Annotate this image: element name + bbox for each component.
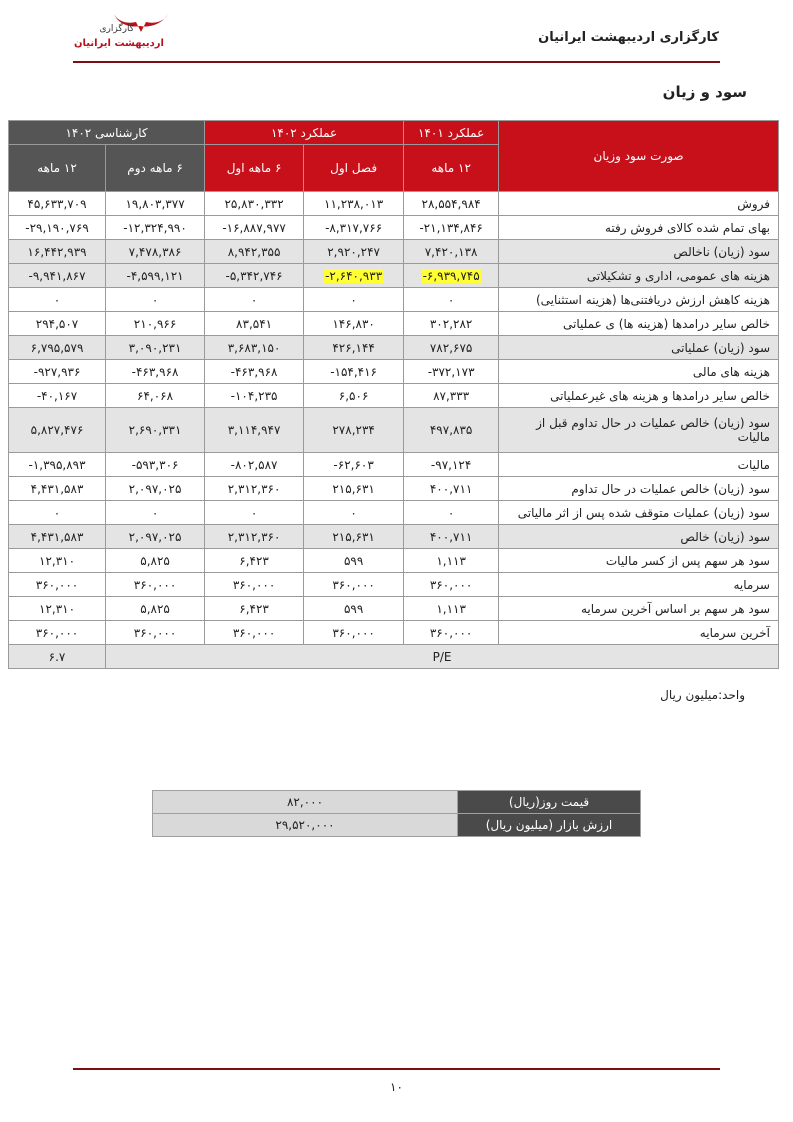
sub-header: ۱۲ ماهه <box>404 145 499 192</box>
row-label: سود (زیان) عملیات متوقف شده پس از اثر مالیاتی <box>499 501 779 525</box>
table-row <box>9 240 779 264</box>
row-value: ۲۱۵,۶۳۱ <box>304 477 404 501</box>
row-label: بهای تمام شده کالای فروش رفته <box>499 216 779 240</box>
row-label: سود (زیان) ناخالص <box>499 240 779 264</box>
row-value: ۳۶۰,۰۰۰ <box>404 621 499 645</box>
row-value: -۶۲,۶۰۳ <box>304 453 404 477</box>
group-header-1402: عملکرد ۱۴۰۲ <box>205 121 404 145</box>
market-row-price <box>153 791 641 814</box>
row-label: خالص سایر درامدها و هزینه های غیرعملیاتی <box>499 384 779 408</box>
row-label: سود هر سهم بر اساس آخرین سرمایه <box>499 597 779 621</box>
highlighted-value: -۲,۶۴۰,۹۳۳ <box>325 268 383 283</box>
row-value: -۲۹,۱۹۰,۷۶۹ <box>9 216 106 240</box>
row-label: فروش <box>499 192 779 216</box>
row-label: سود (زیان) خالص <box>499 525 779 549</box>
row-value: ۱,۱۱۳ <box>404 597 499 621</box>
highlighted-value: -۶,۹۳۹,۷۴۵ <box>422 268 480 283</box>
row-value: ۴۵,۶۳۳,۷۰۹ <box>9 192 106 216</box>
row-value: ۰ <box>9 501 106 525</box>
row-value: ۰ <box>9 288 106 312</box>
market-table <box>152 790 641 837</box>
table-row <box>9 288 779 312</box>
row-value: ۱۹,۸۰۳,۳۷۷ <box>106 192 205 216</box>
row-value: ۰ <box>205 288 304 312</box>
row-value: ۲,۰۹۷,۰۲۵ <box>106 525 205 549</box>
row-value: -۵,۳۴۲,۷۴۶ <box>205 264 304 288</box>
table-row <box>9 384 779 408</box>
group-header-forecast: کارشناسی ۱۴۰۲ <box>9 121 205 145</box>
row-value: ۳۰۲,۲۸۲ <box>404 312 499 336</box>
row-value: ۳,۱۱۴,۹۴۷ <box>205 408 304 453</box>
row-value: ۴,۴۳۱,۵۸۳ <box>9 525 106 549</box>
row-value: ۲۱۰,۹۶۶ <box>106 312 205 336</box>
row-label: هزینه های مالی <box>499 360 779 384</box>
row-value: -۸۰۲,۵۸۷ <box>205 453 304 477</box>
row-value: -۱۶,۸۸۷,۹۷۷ <box>205 216 304 240</box>
row-value: ۲,۰۹۷,۰۲۵ <box>106 477 205 501</box>
row-label: سود (زیان) خالص عملیات در حال تداوم قبل از مالیات <box>499 408 779 453</box>
row-value: ۰ <box>205 501 304 525</box>
row-value: ۵۹۹ <box>304 549 404 573</box>
sub-header: ۶ ماهه دوم <box>106 145 205 192</box>
section-title: سود و زیان <box>662 83 747 101</box>
row-value: -۱۵۴,۴۱۶ <box>304 360 404 384</box>
row-value: -۹۷,۱۲۴ <box>404 453 499 477</box>
row-value: ۵,۸۲۵ <box>106 597 205 621</box>
table-row <box>9 216 779 240</box>
row-value: ۸۳,۵۴۱ <box>205 312 304 336</box>
row-value: ۱۲,۳۱۰ <box>9 597 106 621</box>
row-value: ۴۹۷,۸۳۵ <box>404 408 499 453</box>
footer-divider <box>73 1068 720 1070</box>
logo-text-line1: کارگزاری <box>99 24 134 34</box>
row-value: ۳,۶۸۳,۱۵۰ <box>205 336 304 360</box>
row-value: ۷,۴۷۸,۳۸۶ <box>106 240 205 264</box>
row-value: -۱۲,۳۲۴,۹۹۰ <box>106 216 205 240</box>
row-value: ۰ <box>304 288 404 312</box>
pe-label: P/E <box>106 645 779 669</box>
table-row <box>9 597 779 621</box>
table-row <box>9 549 779 573</box>
row-value: -۳۷۲,۱۷۳ <box>404 360 499 384</box>
row-value: ۱,۱۱۳ <box>404 549 499 573</box>
market-cap-label: ارزش بازار (میلیون ریال) <box>458 814 641 837</box>
market-row-cap <box>153 814 641 837</box>
row-value: ۳,۰۹۰,۲۳۱ <box>106 336 205 360</box>
row-value: -۴۶۳,۹۶۸ <box>205 360 304 384</box>
pe-value: ۶.۷ <box>9 645 106 669</box>
profit-loss-table <box>8 120 779 669</box>
table-row <box>9 360 779 384</box>
row-value: ۱۴۶,۸۳۰ <box>304 312 404 336</box>
row-label: هزینه های عمومی، اداری و تشکیلاتی <box>499 264 779 288</box>
row-value: -۵۹۳,۳۰۶ <box>106 453 205 477</box>
table-group-header-row <box>9 121 779 145</box>
row-value: ۷۸۲,۶۷۵ <box>404 336 499 360</box>
group-header-1401: عملکرد ۱۴۰۱ <box>404 121 499 145</box>
row-label: خالص سایر درامدها (هزینه ها) ی عملیاتی <box>499 312 779 336</box>
row-value: -۴۰,۱۶۷ <box>9 384 106 408</box>
row-value: ۰ <box>106 288 205 312</box>
row-value: ۲۵,۸۳۰,۳۳۲ <box>205 192 304 216</box>
row-label: مالیات <box>499 453 779 477</box>
row-value: ۳۶۰,۰۰۰ <box>304 621 404 645</box>
row-value: ۶,۴۲۳ <box>205 597 304 621</box>
row-value: ۳۶۰,۰۰۰ <box>304 573 404 597</box>
row-value <box>304 264 404 288</box>
company-name: کارگزاری اردیبهشت ایرانیان <box>538 30 719 45</box>
table-row <box>9 525 779 549</box>
table-row <box>9 336 779 360</box>
table-title: صورت سود وزیان <box>499 121 779 192</box>
row-value: ۲۷۸,۲۳۴ <box>304 408 404 453</box>
table-row <box>9 477 779 501</box>
logo-text-line2: اردیبهشت ایرانیان <box>74 38 164 49</box>
row-label: آخرین سرمایه <box>499 621 779 645</box>
row-value: -۹,۹۴۱,۸۶۷ <box>9 264 106 288</box>
market-cap-value: ۲۹,۵۲۰,۰۰۰ <box>153 814 458 837</box>
header-divider <box>73 61 720 63</box>
row-value: ۳۶۰,۰۰۰ <box>106 621 205 645</box>
price-label: قیمت روز(ریال) <box>458 791 641 814</box>
row-value: -۲۱,۱۳۴,۸۴۶ <box>404 216 499 240</box>
price-value: ۸۲,۰۰۰ <box>153 791 458 814</box>
pe-row <box>9 645 779 669</box>
row-value <box>404 264 499 288</box>
row-value: ۴۲۶,۱۴۴ <box>304 336 404 360</box>
unit-note: واحد:میلیون ریال <box>660 688 745 702</box>
company-logo <box>74 12 184 56</box>
sub-header: ۶ ماهه اول <box>205 145 304 192</box>
row-value: ۲,۹۲۰,۲۴۷ <box>304 240 404 264</box>
row-value: ۲۹۴,۵۰۷ <box>9 312 106 336</box>
row-value: ۱۲,۳۱۰ <box>9 549 106 573</box>
row-value: ۰ <box>304 501 404 525</box>
row-value: ۶,۵۰۶ <box>304 384 404 408</box>
table-row <box>9 621 779 645</box>
row-value: ۲,۶۹۰,۳۳۱ <box>106 408 205 453</box>
row-value: -۸,۳۱۷,۷۶۶ <box>304 216 404 240</box>
row-value: ۵,۸۲۵ <box>106 549 205 573</box>
table-row <box>9 264 779 288</box>
row-value: ۰ <box>106 501 205 525</box>
row-value: ۳۶۰,۰۰۰ <box>9 573 106 597</box>
table-row <box>9 408 779 453</box>
row-value: ۴۰۰,۷۱۱ <box>404 525 499 549</box>
row-value: ۶,۷۹۵,۵۷۹ <box>9 336 106 360</box>
row-label: سود هر سهم پس از کسر مالیات <box>499 549 779 573</box>
row-value: ۳۶۰,۰۰۰ <box>404 573 499 597</box>
row-value: ۴۰۰,۷۱۱ <box>404 477 499 501</box>
row-value: ۵۹۹ <box>304 597 404 621</box>
row-value: ۳۶۰,۰۰۰ <box>205 573 304 597</box>
row-label: سود (زیان) عملیاتی <box>499 336 779 360</box>
row-value: ۸۷,۳۳۳ <box>404 384 499 408</box>
row-value: ۶,۴۲۳ <box>205 549 304 573</box>
table-row <box>9 312 779 336</box>
table-row <box>9 192 779 216</box>
row-value: ۲۱۵,۶۳۱ <box>304 525 404 549</box>
row-value: ۷,۴۲۰,۱۳۸ <box>404 240 499 264</box>
row-value: ۳۶۰,۰۰۰ <box>205 621 304 645</box>
row-value: -۴,۵۹۹,۱۲۱ <box>106 264 205 288</box>
row-value: ۳۶۰,۰۰۰ <box>9 621 106 645</box>
sub-header: ۱۲ ماهه <box>9 145 106 192</box>
table-row <box>9 453 779 477</box>
row-value: -۱۰۴,۲۳۵ <box>205 384 304 408</box>
row-value: -۱,۳۹۵,۸۹۳ <box>9 453 106 477</box>
row-value: ۱۶,۴۴۲,۹۳۹ <box>9 240 106 264</box>
row-value: ۲,۳۱۲,۳۶۰ <box>205 477 304 501</box>
page-number: ۱۰ <box>390 1080 403 1094</box>
row-value: ۰ <box>404 288 499 312</box>
row-value: ۴,۴۳۱,۵۸۳ <box>9 477 106 501</box>
row-value: ۱۱,۲۳۸,۰۱۳ <box>304 192 404 216</box>
row-value: ۵,۸۲۷,۴۷۶ <box>9 408 106 453</box>
row-value: ۸,۹۴۲,۳۵۵ <box>205 240 304 264</box>
row-value: ۶۴,۰۶۸ <box>106 384 205 408</box>
row-value: ۲,۳۱۲,۳۶۰ <box>205 525 304 549</box>
table-body <box>9 192 779 645</box>
table-row <box>9 573 779 597</box>
row-value: -۹۲۷,۹۳۶ <box>9 360 106 384</box>
row-value: -۴۶۳,۹۶۸ <box>106 360 205 384</box>
row-value: ۳۶۰,۰۰۰ <box>106 573 205 597</box>
row-value: ۲۸,۵۵۴,۹۸۴ <box>404 192 499 216</box>
row-label: سود (زیان) خالص عملیات در حال تداوم <box>499 477 779 501</box>
table-row <box>9 501 779 525</box>
row-label: سرمایه <box>499 573 779 597</box>
row-label: هزینه کاهش ارزش دریافتنی‌ها (هزینه استثنایی) <box>499 288 779 312</box>
sub-header: فصل اول <box>304 145 404 192</box>
row-value: ۰ <box>404 501 499 525</box>
